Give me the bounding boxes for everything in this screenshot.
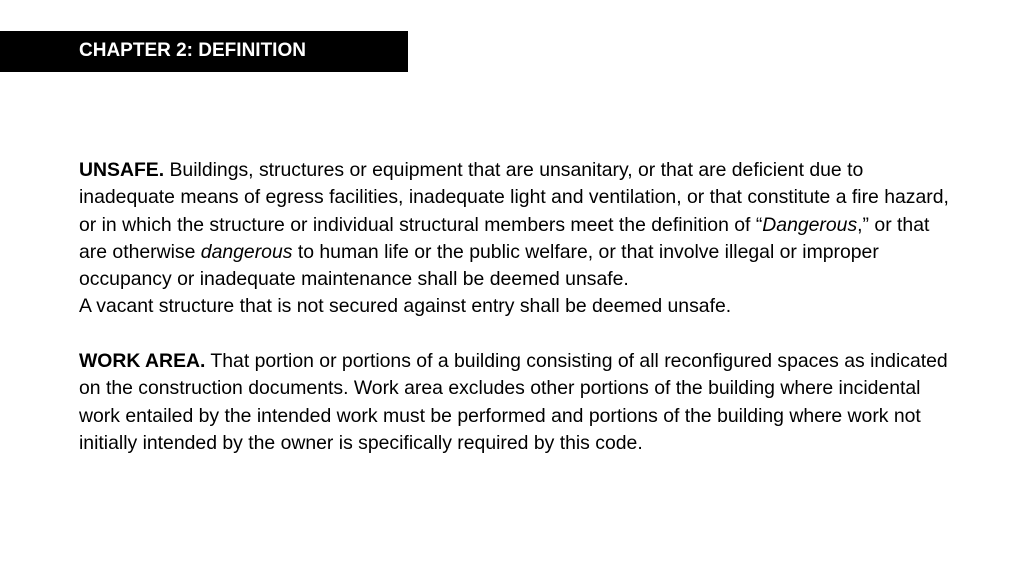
chapter-title: CHAPTER 2: DEFINITION: [79, 40, 306, 61]
definition-term: UNSAFE.: [79, 159, 165, 181]
definition-text: That portion or portions of a building consisting of all reconfigured spaces as indicated on the construction documents. Work area excludes other portions of the building where incidental work entailed by the intended work must be performed and portions of the building where work not initially intended by the owner is specifically required by this code.: [79, 350, 948, 454]
definition-text: A vacant structure that is not secured against entry shall be deemed unsafe.: [79, 295, 732, 318]
definition-text: to human life or the public welfare, or that involve illegal or improper occupancy or inadequate maintenance shall be deemed unsafe.: [79, 240, 879, 291]
definition-text: ,” or that are otherwise: [79, 213, 930, 263]
definition-work-area: [79, 348, 959, 457]
definitions-body: [79, 157, 959, 485]
chapter-header-bar: [0, 31, 408, 72]
definition-unsafe: [79, 157, 959, 321]
definition-text: Buildings, structures or equipment that are unsanitary, or that are deficient due to inadequate means of egress facilities, inadequate light and ventilation, or that constitute a fire hazard, or in which the structure or individual structural members meet the definition of “: [79, 159, 949, 236]
definition-italic-term: dangerous: [200, 240, 293, 263]
definition-term: WORK AREA.: [79, 350, 206, 373]
definition-italic-term: Dangerous: [762, 213, 858, 236]
